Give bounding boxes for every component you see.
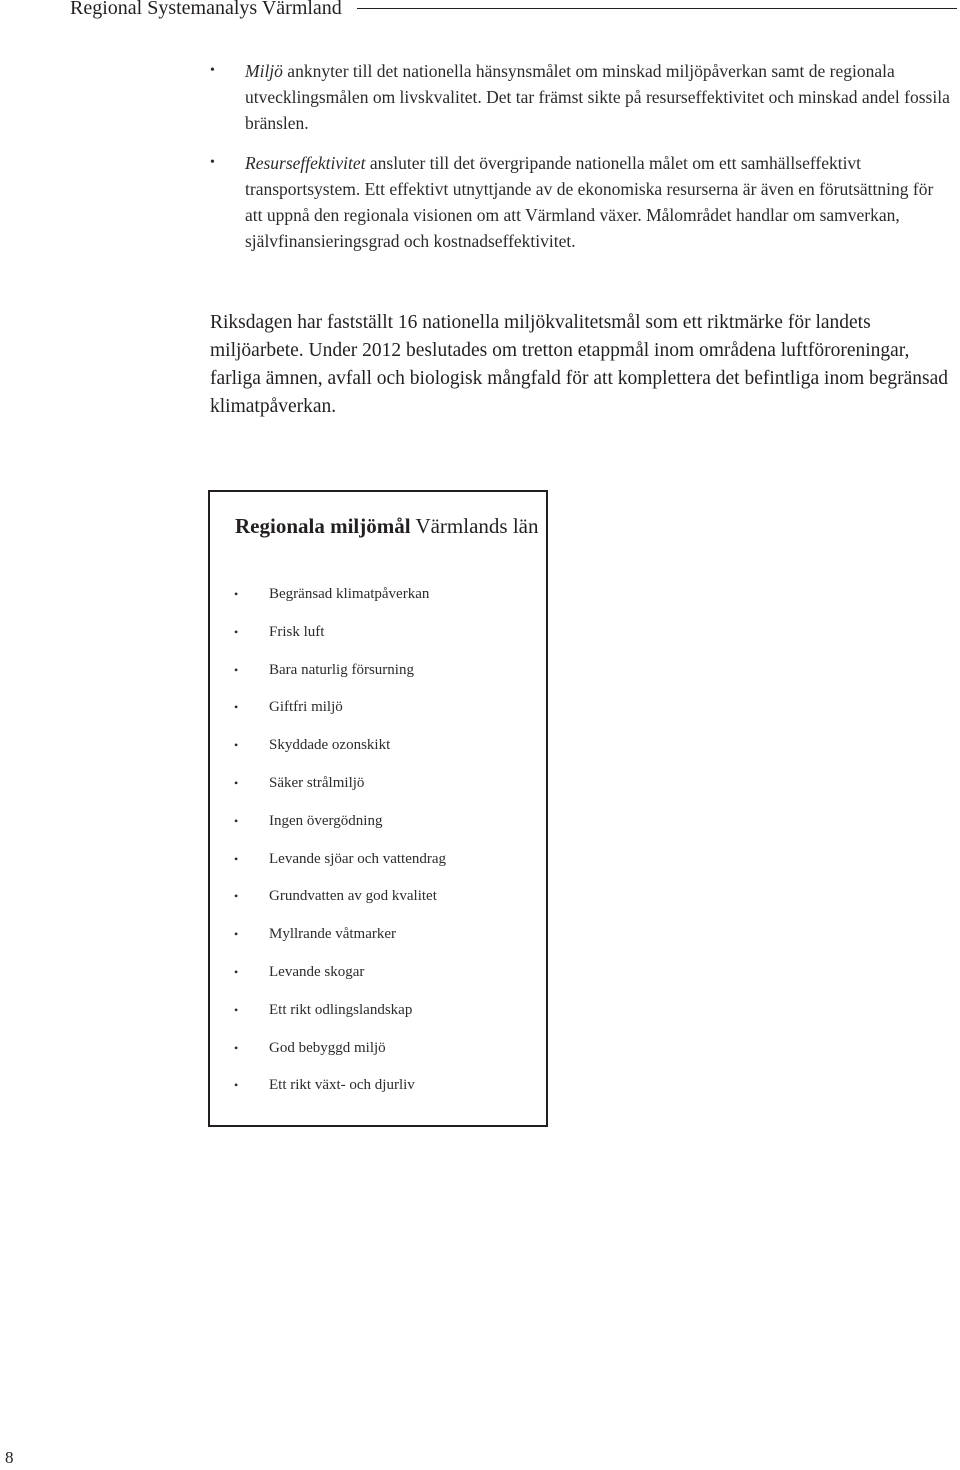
goal-label: Begränsad klimatpåverkan (269, 586, 430, 602)
goal-item (234, 848, 446, 886)
bullet-dot: • (234, 775, 239, 790)
bullet-dot: • (234, 851, 239, 866)
goal-item (234, 583, 446, 621)
goal-label: Levande skogar (269, 963, 365, 980)
body-paragraph: Riksdagen har fastställt 16 nationella miljökvalitetsmål som ett riktmärke för landets miljöarbete. Under 2012 beslutades om tretton etappmål inom områdena luftföroreningar, farliga ämnen, avfall och biologisk mångfald för att komplettera det befintliga inom begränsad klimatpåverkan. (210, 312, 949, 417)
page-number: 8 (5, 1448, 14, 1467)
goal-label: Säker strålmiljö (269, 774, 365, 791)
bullet-dot: • (234, 587, 239, 601)
bullet-dot: • (234, 889, 239, 904)
goal-label: Frisk luft (269, 623, 325, 640)
bullet-term: Resurseffektivitet (245, 153, 366, 173)
bullet-list (210, 58, 955, 268)
bullet-dot: • (234, 1078, 239, 1093)
bullet-term: Miljö (245, 61, 283, 81)
bullet-dot: • (234, 738, 239, 753)
goal-label: Grundvatten av god kvalitet (269, 888, 437, 905)
bullet-dot: • (210, 155, 215, 170)
goal-label: Levande sjöar och vattendrag (269, 850, 447, 867)
regional-goals-box (208, 490, 548, 1127)
goal-label: Ett rikt växt- och djurliv (269, 1077, 415, 1094)
box-heading-rest: Värmlands län (410, 514, 539, 538)
bullet-dot: • (234, 927, 239, 942)
bullet-dot: • (234, 813, 239, 828)
goal-item (234, 696, 446, 734)
goal-label: Myllrande våtmarker (269, 926, 397, 943)
header-rule (357, 8, 957, 9)
box-heading (235, 514, 539, 539)
goal-label: Bara naturlig försurning (269, 661, 414, 678)
goal-item (234, 999, 446, 1037)
bullet-dot: • (234, 700, 239, 715)
box-heading-bold: Regionala miljömål (235, 514, 411, 538)
bullet-text: ansluter till det övergripande nationella målet om ett samhällseffektivt transportsystem. Ett effektivt utnyttjande av de ekonomiska resurserna är även en förutsättning för att uppnå den regionala visionen om att Värmland växer. Målområdet handlar om samverkan, självfinansieringsgrad och kostnadseffektivitet. (245, 153, 934, 251)
goal-item (234, 734, 446, 772)
bullet-dot: • (234, 1002, 239, 1017)
goals-list (234, 583, 446, 1112)
bullet-dot: • (234, 624, 239, 639)
goal-label: Giftfri miljö (269, 699, 343, 716)
goal-item (234, 1074, 446, 1112)
bullet-dot: • (234, 964, 239, 979)
bullet-text: anknyter till det nationella hänsynsmålet om minskad miljöpåverkan samt de regionala utvecklingsmålen om livskvalitet. Det tar främst sikte på resurseffektivitet och minskad andel fossila bränslen. (245, 61, 950, 133)
goal-item (234, 659, 446, 697)
goal-label: Skyddade ozonskikt (269, 737, 391, 754)
goal-item (234, 885, 446, 923)
running-title: Regional Systemanalys Värmland (70, 0, 342, 19)
goal-item (234, 923, 446, 961)
goal-label: God bebyggd miljö (269, 1039, 386, 1056)
goal-label: Ett rikt odlingslandskap (269, 1001, 413, 1018)
goal-item (234, 772, 446, 810)
goal-item (234, 621, 446, 659)
bullet-item-resurseffektivitet (210, 150, 955, 254)
bullet-item-miljo (210, 58, 955, 136)
goal-item (234, 1037, 446, 1075)
bullet-dot: • (234, 662, 239, 677)
goal-label: Ingen övergödning (269, 812, 383, 829)
running-header (0, 0, 960, 24)
bullet-dot: • (210, 63, 215, 78)
bullet-dot: • (234, 1040, 239, 1055)
goal-item (234, 810, 446, 848)
goal-item (234, 961, 446, 999)
